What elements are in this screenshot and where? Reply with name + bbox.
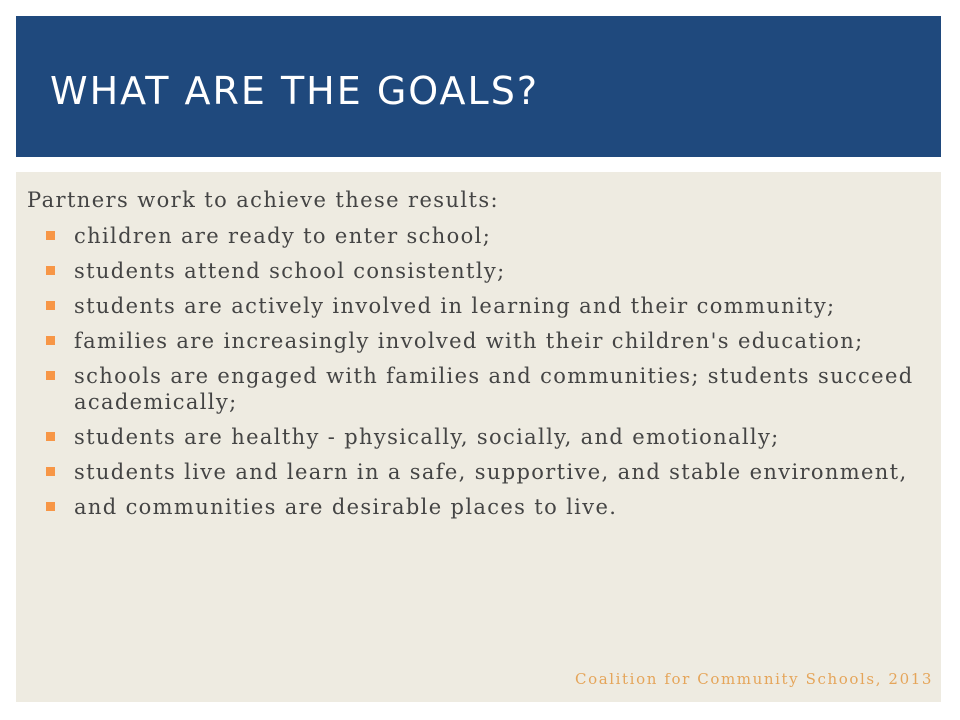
square-bullet-icon xyxy=(46,467,55,476)
source-citation: Coalition for Community Schools, 2013 xyxy=(575,670,933,688)
list-item-text: families are increasingly involved with their children's education; xyxy=(74,329,864,353)
square-bullet-icon xyxy=(46,502,55,511)
list-item xyxy=(44,328,924,354)
square-bullet-icon xyxy=(46,371,55,380)
content-panel xyxy=(16,172,941,702)
list-item xyxy=(44,223,924,249)
list-item-text: students are actively involved in learning and their community; xyxy=(74,294,836,318)
list-item-text: schools are engaged with families and communities; students succeed academically; xyxy=(74,364,914,414)
square-bullet-icon xyxy=(46,266,55,275)
intro-text: Partners work to achieve these results: xyxy=(27,188,500,212)
list-item xyxy=(44,293,924,319)
list-item xyxy=(44,363,924,415)
square-bullet-icon xyxy=(46,231,55,240)
list-item xyxy=(44,424,924,450)
list-item-text: children are ready to enter school; xyxy=(74,224,492,248)
slide-title: WHAT ARE THE GOALS? xyxy=(50,69,539,113)
list-item-text: students live and learn in a safe, supportive, and stable environment, xyxy=(74,460,908,484)
list-item xyxy=(44,494,924,520)
square-bullet-icon xyxy=(46,432,55,441)
list-item-text: students are healthy - physically, socially, and emotionally; xyxy=(74,425,780,449)
list-item xyxy=(44,258,924,284)
list-item xyxy=(44,459,924,485)
square-bullet-icon xyxy=(46,301,55,310)
goals-list xyxy=(44,223,924,529)
title-banner xyxy=(16,16,941,157)
list-item-text: and communities are desirable places to live. xyxy=(74,495,618,519)
list-item-text: students attend school consistently; xyxy=(74,259,506,283)
square-bullet-icon xyxy=(46,336,55,345)
